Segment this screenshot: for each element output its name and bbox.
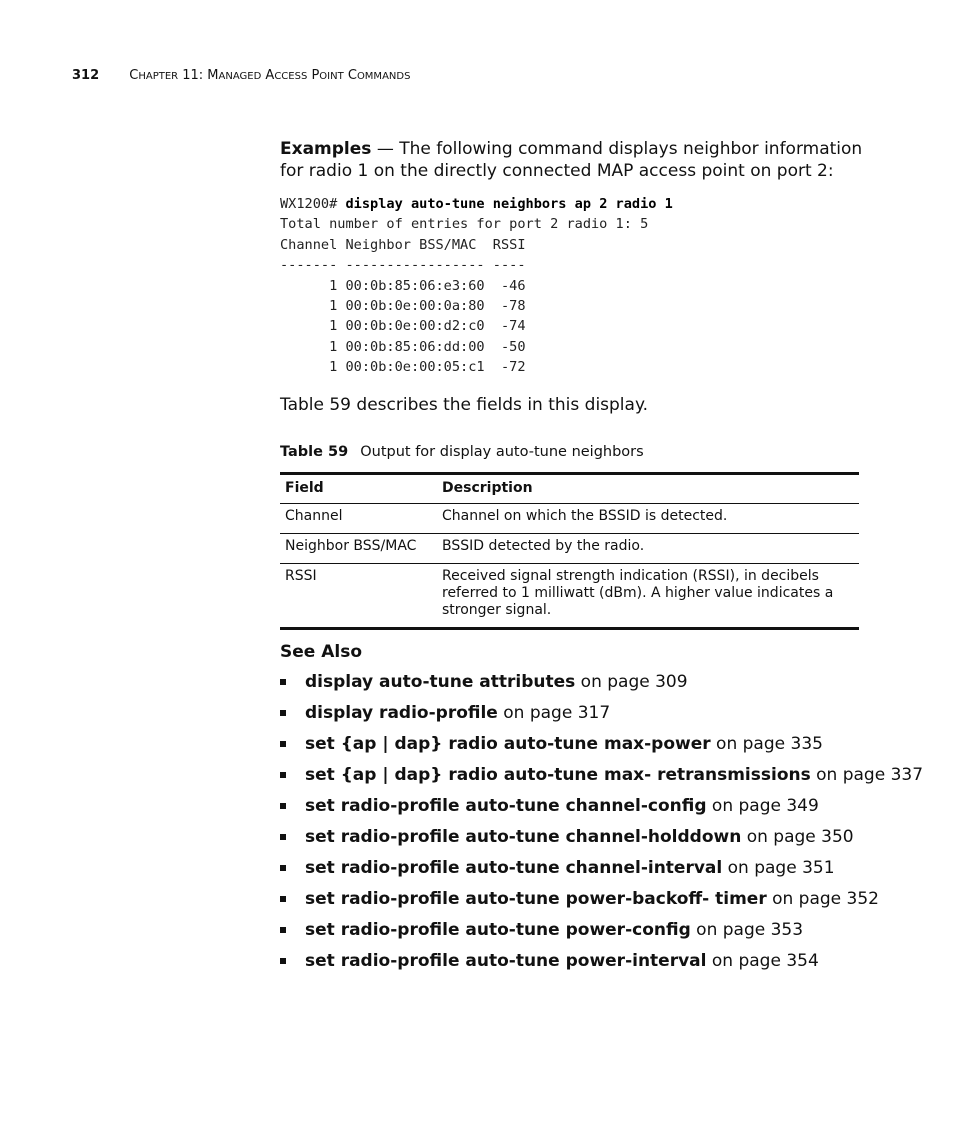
see-also-list	[280, 671, 924, 972]
list-item[interactable]	[280, 919, 870, 941]
description-cell: Received signal strength indication (RSSI), in decibels referred to 1 milliwatt (dBm). A higher value indicates a stronger signal.	[442, 567, 834, 618]
command-link[interactable]: set radio-profile auto-tune power-config	[305, 919, 691, 940]
table-reference-text: Table 59 describes the fields in this display.	[280, 394, 648, 415]
bullet-icon	[280, 679, 286, 685]
chapter-part: P	[307, 68, 320, 83]
list-item[interactable]	[280, 857, 870, 879]
bullet-icon	[280, 958, 286, 964]
examples-paragraph	[280, 138, 870, 182]
page-number: 312	[72, 68, 100, 83]
list-item[interactable]	[280, 826, 870, 848]
chapter-part: 11: M	[178, 68, 219, 83]
table-row	[280, 533, 859, 563]
command-link[interactable]: set {ap | dap} radio auto-tune max-power	[305, 733, 711, 754]
list-item[interactable]	[280, 702, 870, 724]
table-title: Output for display auto-tune neighbors	[360, 443, 644, 460]
code-example	[280, 194, 870, 378]
code-prompt: WX1200#	[280, 196, 346, 212]
list-item[interactable]	[280, 950, 870, 972]
command-link[interactable]: set radio-profile auto-tune channel-holddown	[305, 826, 742, 847]
bullet-icon	[280, 772, 286, 778]
bullet-icon	[280, 741, 286, 747]
chapter-part: OMMANDS	[356, 71, 411, 82]
list-item[interactable]	[280, 795, 870, 817]
description-cell: Channel on which the BSSID is detected.	[437, 503, 859, 533]
page-reference: on page 354	[706, 950, 819, 971]
list-item[interactable]	[280, 733, 870, 755]
list-item[interactable]	[280, 671, 870, 693]
field-cell: Neighbor BSS/MAC	[280, 533, 437, 563]
code-output: Total number of entries for port 2 radio 1: 5 Channel Neighbor BSS/MAC RSSI ------- ----------------- ---- 1 00:0b:85:06:e3:60 -46 1 00:0b:0e:00:0a:80 -78 1 00:0b:0e:00:d2:c0 -74 1 00:0b:85:06:dd:00 -50 1 00:0b:0e:00:05:c1 -72	[280, 216, 649, 376]
running-header	[72, 68, 410, 83]
page-reference: on page 351	[722, 857, 835, 878]
page-body	[280, 138, 924, 981]
examples-text: — The following command displays neighbor information for radio 1 on the directly connected MAP access point on port 2:	[280, 139, 863, 181]
page-reference: on page 317	[497, 702, 611, 723]
command-link[interactable]: set radio-profile auto-tune channel-config	[305, 795, 707, 816]
command-link[interactable]: display auto-tune attributes	[305, 671, 576, 692]
bullet-icon	[280, 834, 286, 840]
command-link[interactable]: display radio-profile	[305, 702, 498, 723]
page-reference: on page 349	[706, 795, 819, 816]
chapter-title	[129, 68, 410, 83]
bullet-icon	[280, 803, 286, 809]
chapter-part: HAPTER	[138, 71, 179, 82]
page-reference: on page 353	[690, 919, 804, 940]
command-link[interactable]: set radio-profile auto-tune channel-interval	[305, 857, 723, 878]
page-reference: on page 335	[710, 733, 823, 754]
table-row	[280, 503, 859, 533]
bullet-icon	[280, 710, 286, 716]
column-header-field: Field	[280, 473, 437, 503]
bullet-icon	[280, 927, 286, 933]
column-header-description: Description	[437, 473, 859, 503]
chapter-part: CCESS	[274, 71, 308, 82]
table-number: Table 59	[280, 443, 349, 460]
bullet-icon	[280, 896, 286, 902]
code-command: display auto-tune neighbors ap 2 radio 1	[345, 196, 673, 212]
page-reference: on page 350	[741, 826, 854, 847]
see-also-heading: See Also	[280, 641, 363, 662]
field-cell: Channel	[280, 503, 437, 533]
table-caption	[280, 443, 870, 461]
command-link[interactable]: set {ap | dap} radio auto-tune max- retransmissions	[305, 764, 811, 785]
chapter-part: C	[343, 68, 357, 83]
list-item[interactable]	[280, 888, 879, 910]
bullet-icon	[280, 865, 286, 871]
page-reference: on page 337	[810, 764, 924, 785]
chapter-part: ANAGED	[218, 71, 262, 82]
field-cell: RSSI	[285, 567, 317, 584]
chapter-part: A	[261, 68, 275, 83]
table-header-row	[280, 473, 859, 503]
fields-table	[280, 472, 859, 630]
command-link[interactable]: set radio-profile auto-tune power-backoff- timer	[305, 888, 767, 909]
list-item[interactable]	[280, 764, 924, 786]
chapter-part: OINT	[319, 71, 344, 82]
table-row	[280, 563, 859, 628]
description-cell: BSSID detected by the radio.	[437, 533, 859, 563]
page-reference: on page 309	[575, 671, 688, 692]
command-link[interactable]: set radio-profile auto-tune power-interval	[305, 950, 707, 971]
examples-label: Examples	[280, 139, 372, 159]
chapter-part: C	[129, 68, 139, 83]
page-reference: on page 352	[766, 888, 879, 909]
